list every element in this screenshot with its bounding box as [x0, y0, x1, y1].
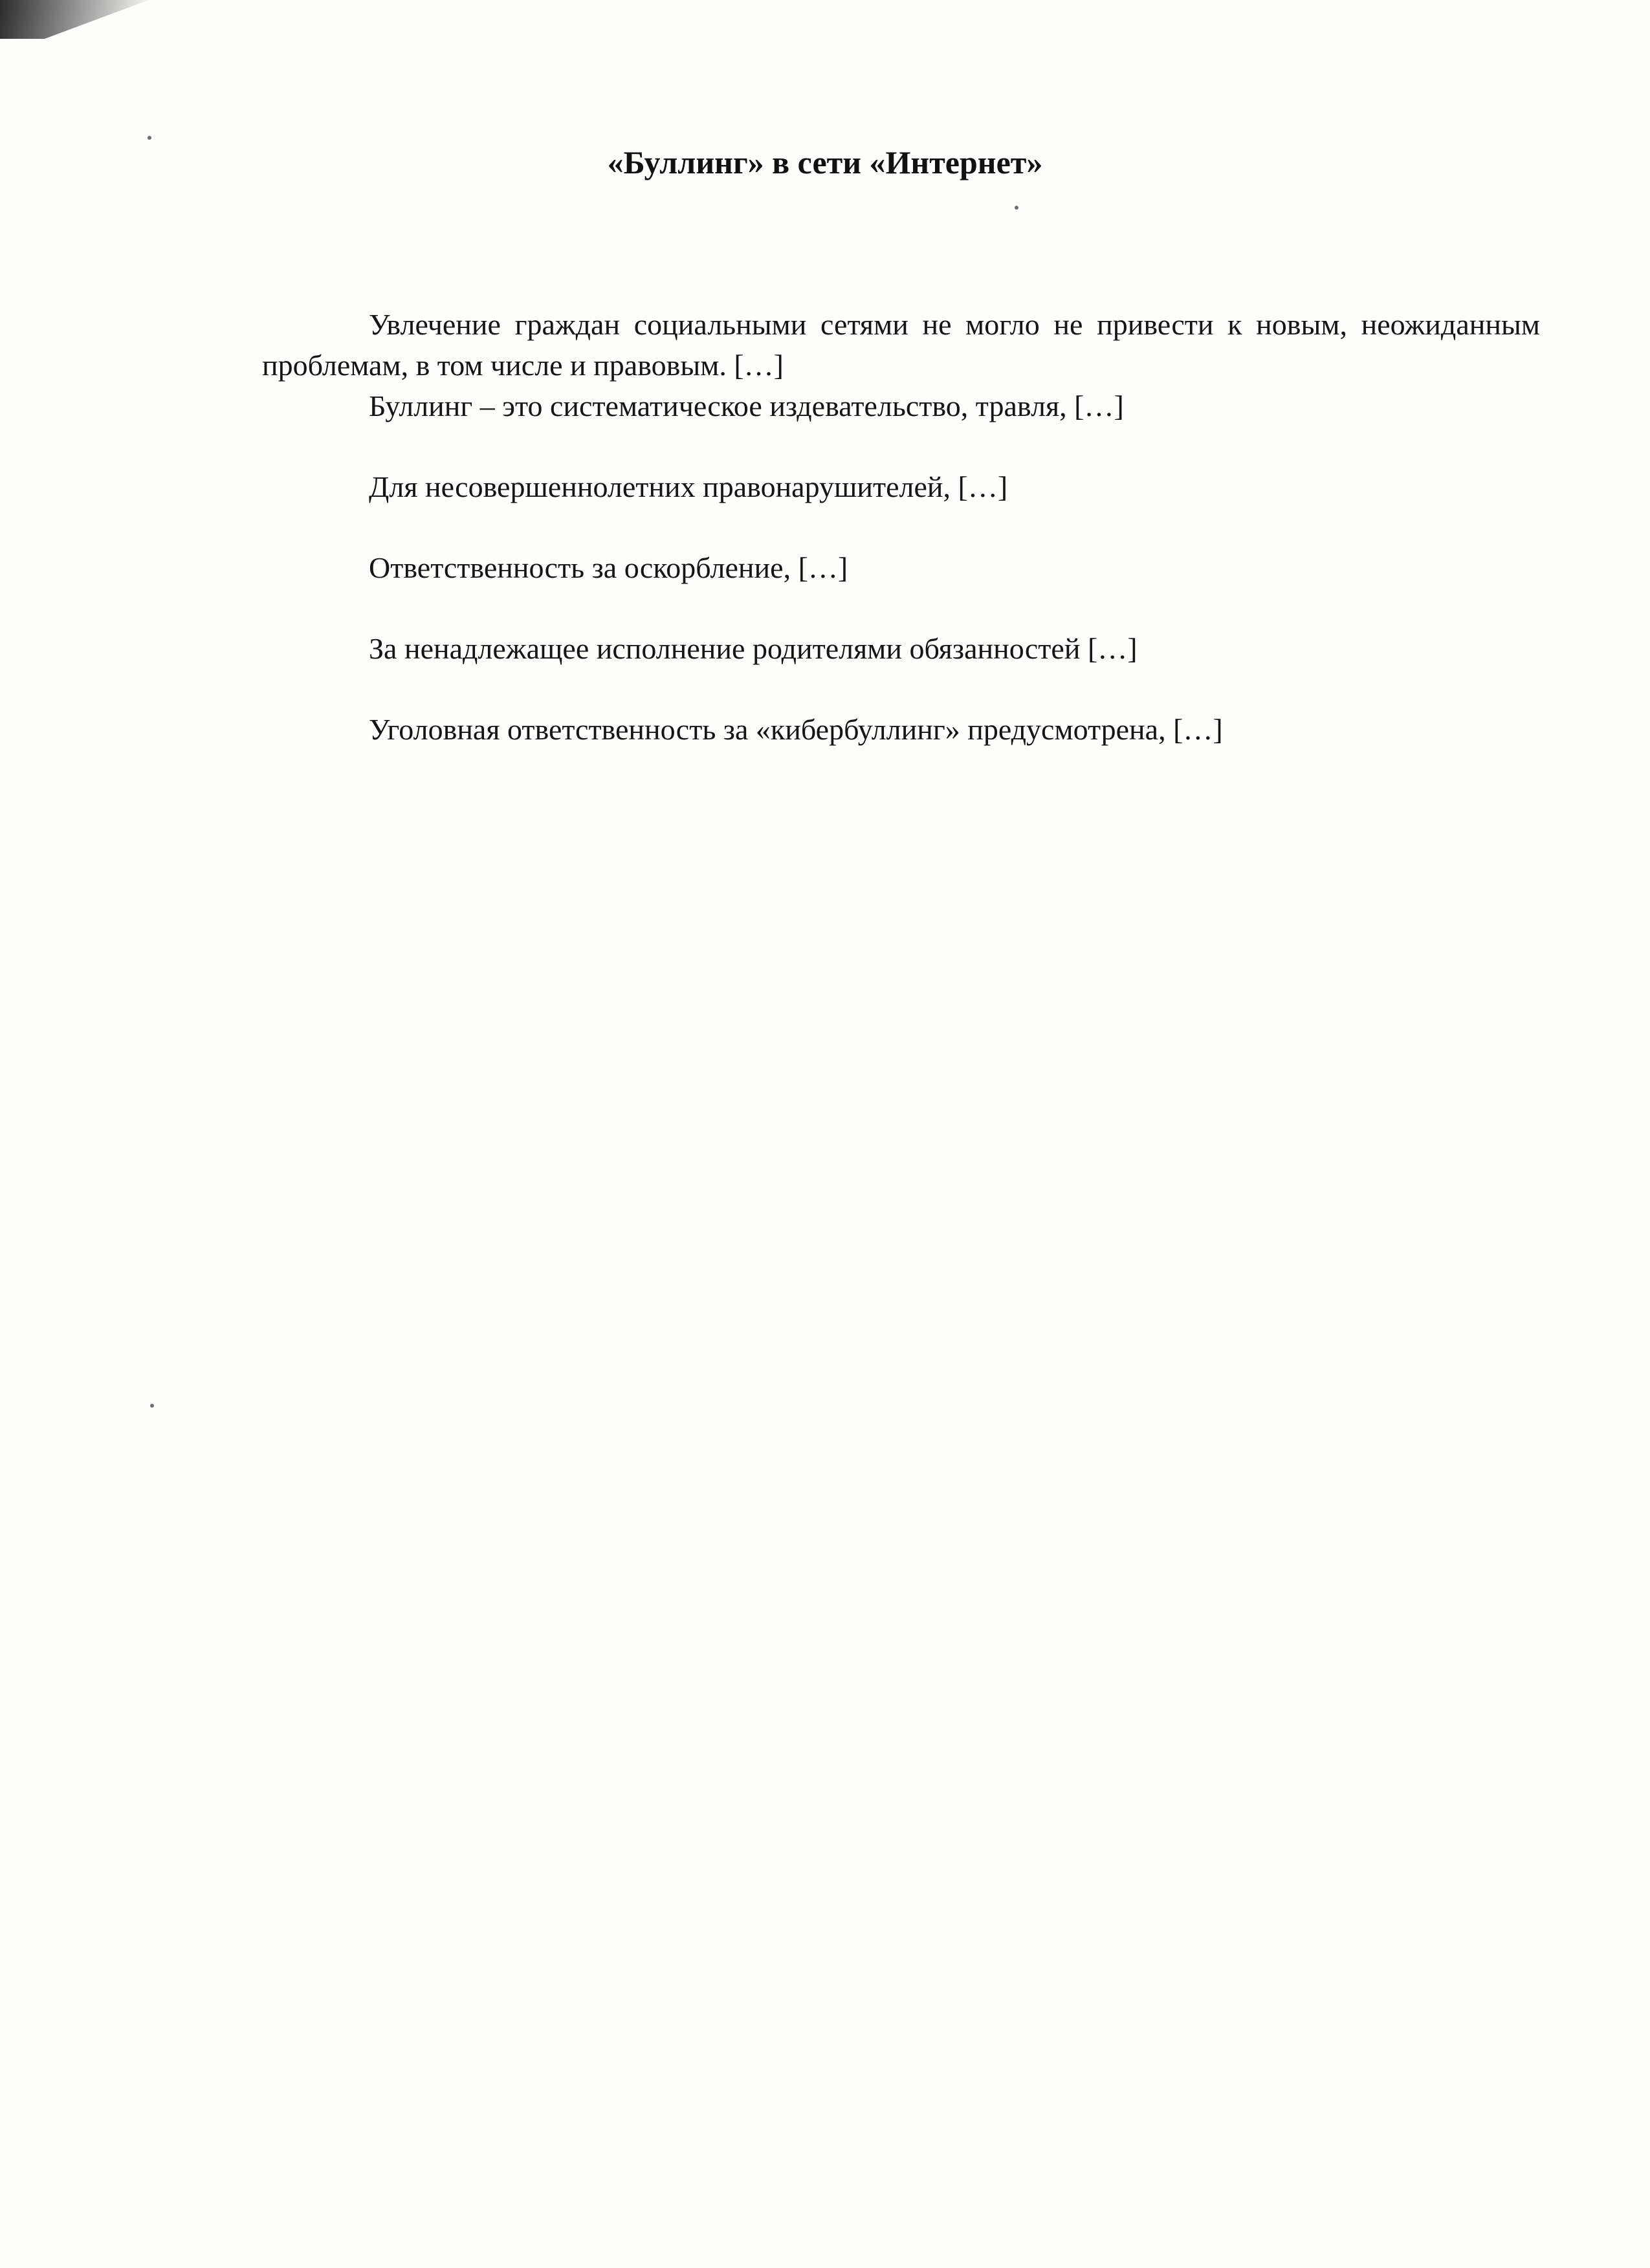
paragraph-insult-liability: Ответственность за оскорбление, […] [369, 551, 848, 584]
document-title: «Буллинг» в сети «Интернет» [607, 144, 1043, 180]
document-body [262, 304, 1540, 2232]
scanner-shadow [0, 0, 149, 39]
scan-speck [1015, 206, 1018, 210]
scan-speck [148, 136, 151, 140]
paragraph-minors-liability: Для несовершеннолетних правонарушителей, […] [369, 470, 1008, 503]
paragraph-criminal-liability: Уголовная ответственность за «кибербуллинг» предусмотрена, […] [369, 713, 1223, 746]
paragraph-intro: Увлечение граждан социальными сетями не могло не привести к новым, неожиданным проблемам, в том числе и правовым. […] [262, 308, 1540, 382]
paragraph-bullying-definition: Буллинг – это систематическое издевательство, травля, […] [369, 389, 1124, 422]
scan-speck [150, 1404, 154, 1408]
paragraph-parents-liability: За ненадлежащее исполнение родителями обязанностей […] [369, 632, 1138, 665]
